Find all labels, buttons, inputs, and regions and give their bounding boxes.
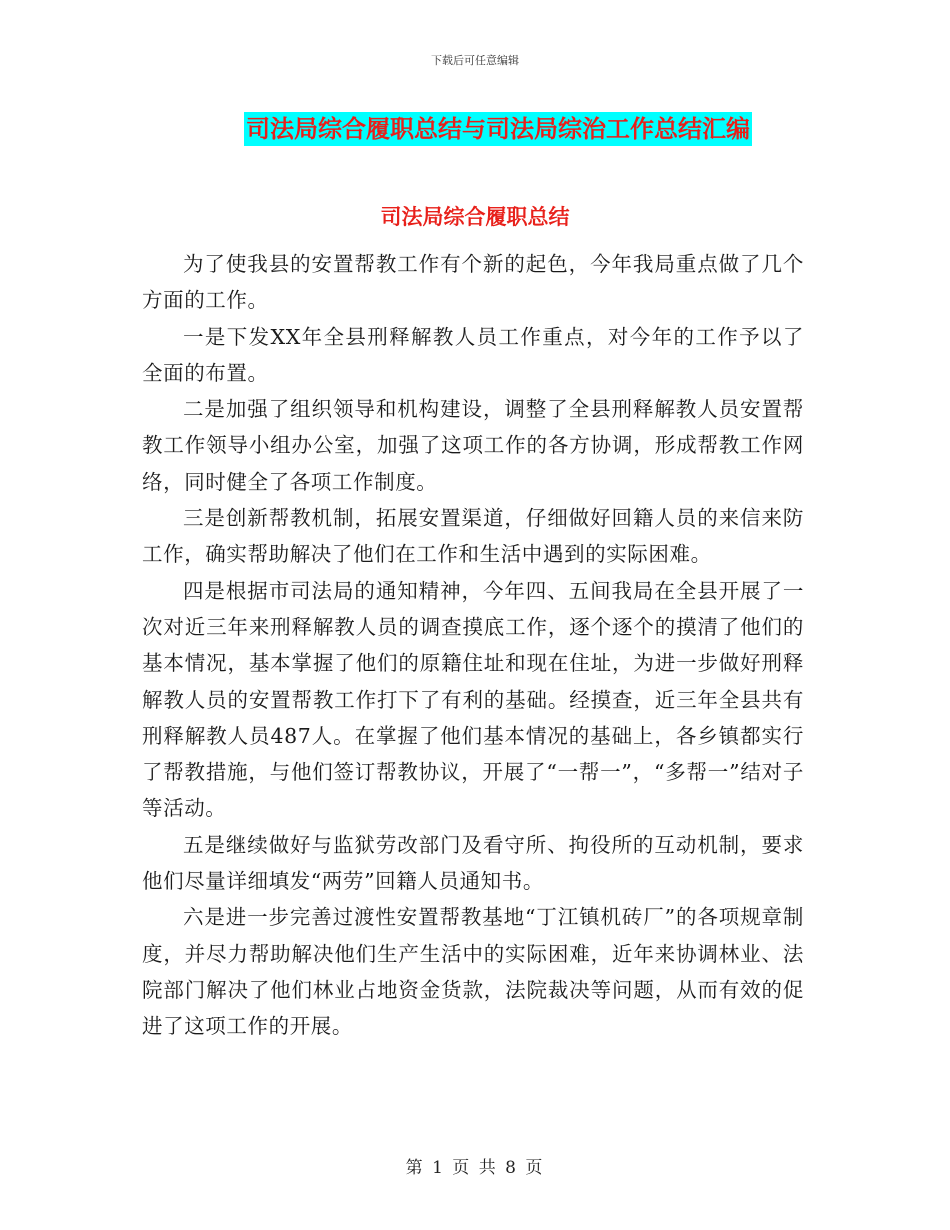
- main-title: 司法局综合履职总结与司法局综治工作总结汇编: [244, 112, 752, 146]
- section-title: 司法局综合履职总结: [380, 205, 570, 229]
- header-note: 下载后可任意编辑: [431, 54, 519, 67]
- paragraph-item-6: 六是进一步完善过渡性安置帮教基地“丁江镇机砖厂”的各项规章制度，并尽力帮助解决他们生产生活中的实际困难，近年来协调林业、法院部门解决了他们林业占地资金货款，法院裁决等问题，从而有效的促进了这项工作的开展。: [142, 905, 804, 1039]
- main-title-container: [0, 112, 950, 146]
- paragraph-item-1: 一是下发XX年全县刑释解教人员工作重点，对今年的工作予以了全面的布置。: [142, 324, 804, 385]
- paragraph-item-4: 四是根据市司法局的通知精神，今年四、五间我局在全县开展了一次对近三年来刑释解教人员的调查摸底工作，逐个逐个的摸清了他们的基本情况，基本掌握了他们的原籍住址和现在住址，为进一步做好刑释解教人员的安置帮教工作打下了有利的基础。经摸查，近三年全县共有刑释解教人员487人。在掌握了他们基本情况的基础上，各乡镇都实行了帮教措施，与他们签订帮教协议，开展了“一帮一”，“多帮一”结对子等活动。: [142, 578, 804, 821]
- paragraph-item-5: 五是继续做好与监狱劳改部门及看守所、拘役所的互动机制，要求他们尽量详细填发“两劳”回籍人员通知书。: [142, 832, 804, 894]
- paragraph-item-3: 三是创新帮教机制，拓展安置渠道，仔细做好回籍人员的来信来防工作，确实帮助解决了他们在工作和生活中遇到的实际困难。: [142, 506, 804, 567]
- paragraph-intro: 为了使我县的安置帮教工作有个新的起色，今年我局重点做了几个方面的工作。: [142, 252, 804, 313]
- document-body: [142, 246, 804, 1045]
- paragraph-item-2: 二是加强了组织领导和机构建设，调整了全县刑释解教人员安置帮教工作领导小组办公室，加强了这项工作的各方协调，形成帮教工作网络，同时健全了各项工作制度。: [142, 397, 804, 494]
- page-footer: 第 1 页 共 8 页: [405, 1158, 545, 1178]
